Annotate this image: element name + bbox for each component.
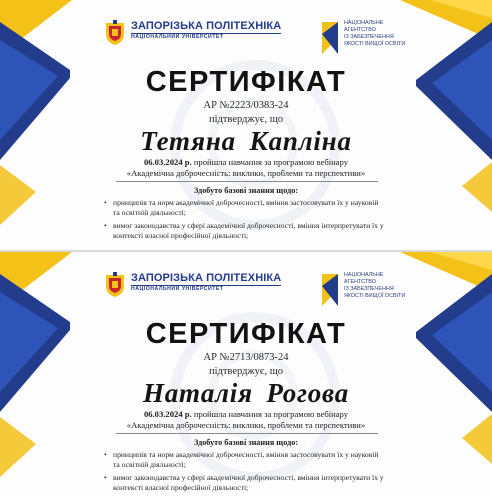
certificate-title: СЕРТИФІКАТ: [145, 66, 347, 98]
confirms-text: підтверджує, що: [208, 366, 284, 377]
agency-name: НАЦІОНАЛЬНЕ АГЕНТСТВО ІЗ ЗАБЕЗПЕЧЕННЯ ЯКОСТІ ВИЩОЇ ОСВІТИ: [344, 20, 406, 47]
course-line-1: пройшла навчання за програмою вебінару: [191, 409, 349, 419]
skills-list: [104, 450, 384, 496]
certificate-title: СЕРТИФІКАТ: [145, 318, 347, 350]
recipient-name: Тетяна Капліна: [140, 126, 352, 156]
university-logo: [104, 272, 281, 306]
skills-list: [104, 198, 384, 244]
agency-logo: [320, 272, 414, 308]
skill-item: • принципів та норм академічної доброчесності, вміння застосовувати їх у науковій та освітній діяльності;: [104, 450, 384, 469]
certificate: [0, 252, 492, 497]
university-crest-icon: [104, 272, 126, 298]
agency-mark-icon: [320, 20, 340, 56]
certificate-number: АР №2713/0873-24: [203, 352, 289, 363]
university-name: ЗАПОРІЗЬКА ПОЛІТЕХНІКА: [131, 20, 282, 32]
course-description: [0, 157, 492, 178]
university-logo: [104, 20, 281, 54]
skills-heading: Здобуто базові знання щодо:: [193, 186, 299, 195]
confirms-text: підтверджує, що: [208, 114, 284, 125]
course-line-2: «Академічна доброчесність: виклики, проблеми та перспективи»: [126, 167, 366, 178]
skills-heading: Здобуто базові знання щодо:: [193, 438, 299, 447]
course-line-2: «Академічна доброчесність: виклики, проблеми та перспективи»: [126, 419, 366, 430]
agency-logo: [320, 20, 414, 56]
divider: [116, 433, 378, 434]
course-date: 06.03.2024 р.: [143, 157, 192, 167]
course-date: 06.03.2024 р.: [143, 409, 192, 419]
university-subtitle: НАЦІОНАЛЬНИЙ УНІВЕРСИТЕТ: [131, 33, 281, 41]
agency-name: НАЦІОНАЛЬНЕ АГЕНТСТВО ІЗ ЗАБЕЗПЕЧЕННЯ ЯКОСТІ ВИЩОЇ ОСВІТИ: [344, 272, 406, 299]
university-crest-icon: [104, 20, 126, 46]
skill-item: • вимог законодавства у сфері академічної доброчесності, вміння інтерпретувати їх у контексті власної професійної діяльності;: [104, 473, 384, 492]
university-subtitle: НАЦІОНАЛЬНИЙ УНІВЕРСИТЕТ: [131, 285, 281, 293]
agency-mark-icon: [320, 272, 340, 308]
university-name: ЗАПОРІЗЬКА ПОЛІТЕХНІКА: [131, 272, 282, 284]
skill-item: • вимог законодавства у сфері академічної доброчесності, вміння інтерпретувати їх у контексті власної професійної діяльності;: [104, 221, 384, 240]
divider: [116, 181, 378, 182]
course-line-1: пройшла навчання за програмою вебінару: [191, 157, 349, 167]
course-description: [0, 409, 492, 430]
certificate-number: АР №2223/0383-24: [203, 100, 289, 111]
skill-item: • принципів та норм академічної доброчесності, вміння застосовувати їх у науковій та освітній діяльності;: [104, 198, 384, 217]
recipient-name: Наталія Рогова: [142, 378, 350, 408]
